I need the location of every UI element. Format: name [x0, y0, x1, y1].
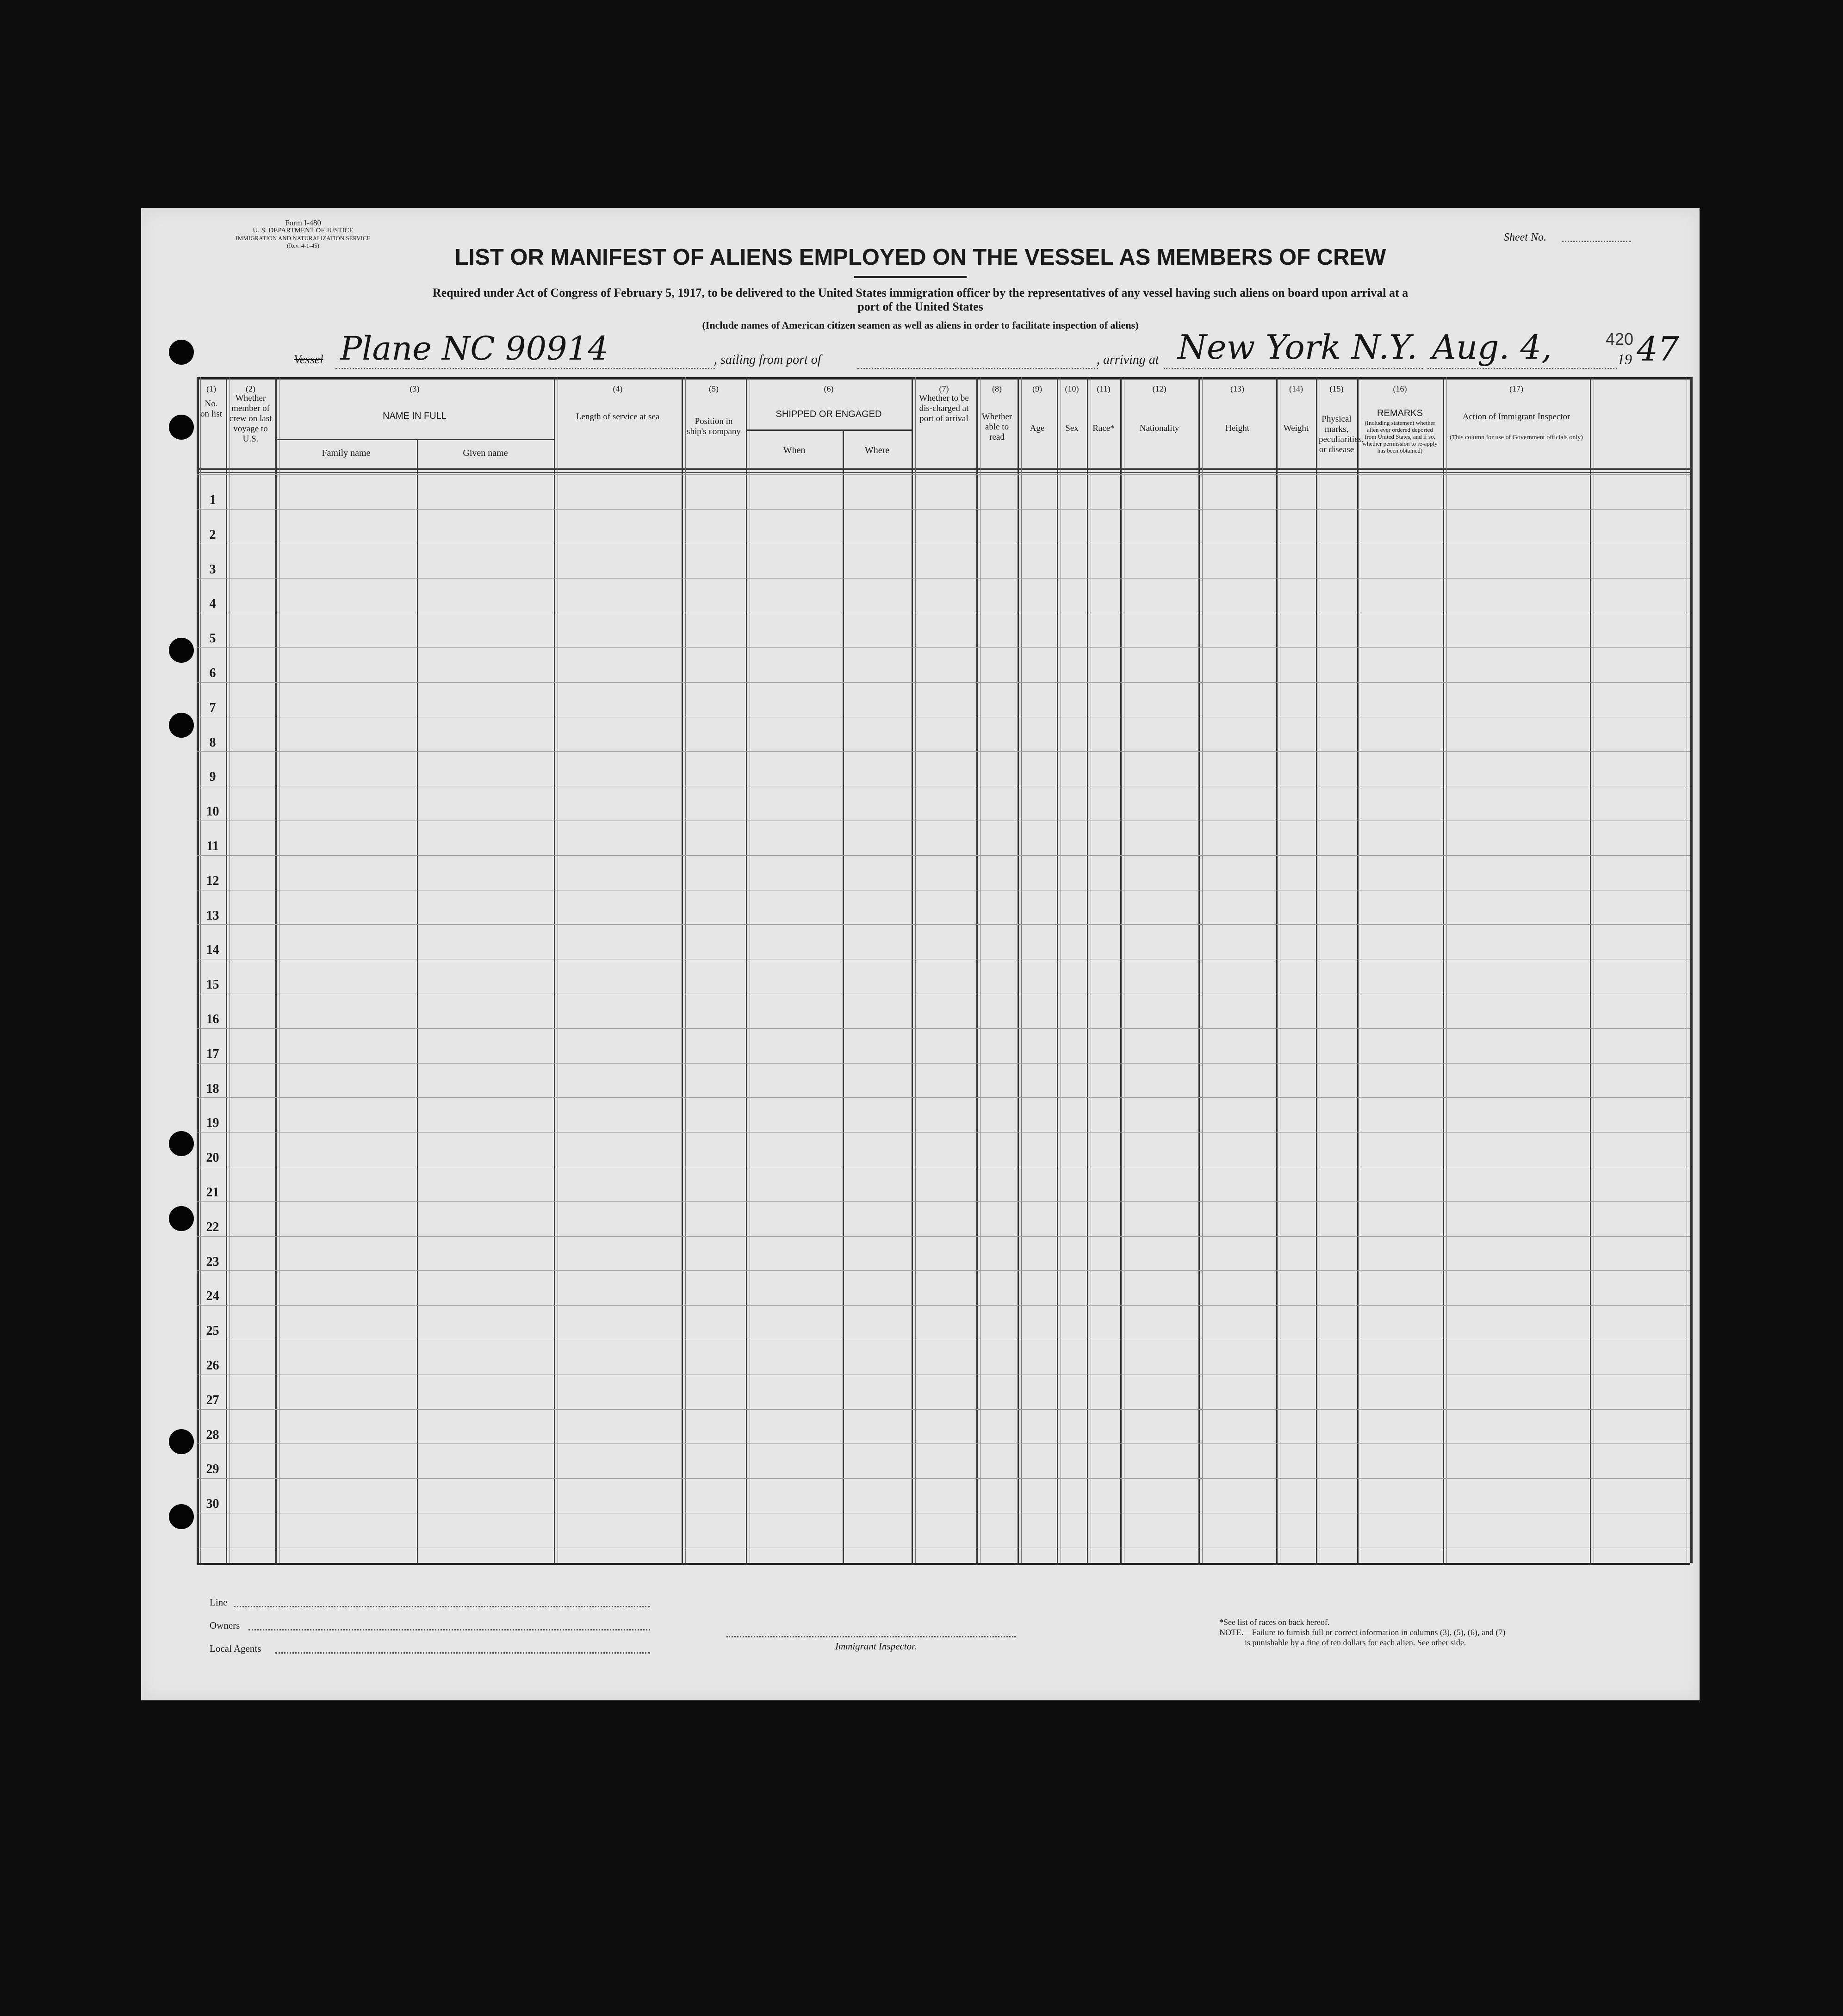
col10-num: (10) — [1065, 384, 1079, 393]
column-rule-double — [1021, 377, 1022, 1563]
table-top-border — [197, 377, 1690, 380]
table-bottom-border — [197, 1563, 1690, 1565]
column-rule — [1198, 377, 1200, 1563]
punch-hole — [169, 713, 194, 738]
row-number: 8 — [209, 735, 216, 750]
row-rule — [197, 647, 1690, 648]
col11-label: Race* — [1092, 423, 1115, 433]
form-revision: (Rev. 4-1-45) — [287, 242, 319, 249]
column-rule — [682, 377, 683, 1563]
col9-num: (9) — [1032, 384, 1042, 393]
column-rule-double — [915, 377, 916, 1563]
column-rule-double — [1202, 377, 1203, 1563]
note-races: *See list of races on back hereof. — [1219, 1618, 1330, 1627]
arriving-dotline — [1164, 368, 1423, 369]
inspector-signature-field[interactable] — [726, 1636, 1016, 1637]
column-rule — [226, 377, 227, 1563]
col9-label: Age — [1030, 423, 1045, 433]
column-rule — [1057, 377, 1058, 1563]
col7-num: (7) — [939, 384, 949, 393]
row-rule — [197, 578, 1690, 579]
stamp-number: 420 — [1606, 330, 1634, 348]
row-number: 19 — [206, 1116, 219, 1130]
row-rule — [197, 924, 1690, 925]
row-number: 1 — [209, 493, 216, 507]
col17-num: (17) — [1509, 384, 1523, 393]
col5-num: (5) — [709, 384, 719, 393]
punch-hole — [169, 1429, 194, 1454]
row-number: 11 — [206, 839, 219, 853]
line-field[interactable] — [234, 1606, 650, 1607]
department-name: U. S. DEPARTMENT OF JUSTICE — [253, 227, 354, 234]
column-rule-double — [685, 377, 686, 1563]
row-number: 25 — [206, 1324, 219, 1338]
col10-label: Sex — [1065, 423, 1079, 433]
row-number: 2 — [209, 528, 216, 542]
row-rule — [197, 1236, 1690, 1237]
form-title: LIST OR MANIFEST OF ALIENS EMPLOYED ON THE VESSEL AS MEMBERS OF CREW — [454, 245, 1386, 270]
col6-label: SHIPPED OR ENGAGED — [776, 409, 882, 419]
column-rule — [1087, 377, 1088, 1563]
column-rule — [1690, 377, 1693, 1563]
col12-label: Nationality — [1139, 423, 1179, 433]
col12-num: (12) — [1152, 384, 1167, 393]
punch-hole — [169, 415, 194, 440]
col6-num: (6) — [824, 384, 834, 393]
inspector-label: Immigrant Inspector. — [835, 1641, 917, 1652]
row-rule — [197, 1201, 1690, 1202]
row-number: 16 — [206, 1012, 219, 1027]
punch-hole — [169, 1504, 194, 1529]
punch-hole — [169, 1131, 194, 1156]
local-agents-label: Local Agents — [210, 1643, 261, 1654]
col13-num: (13) — [1230, 384, 1244, 393]
col5-label: Position in ship's company — [687, 417, 741, 436]
col13-label: Height — [1225, 423, 1249, 433]
col16-label: REMARKS — [1377, 408, 1423, 418]
row-number: 22 — [206, 1220, 219, 1234]
column-rule — [1357, 377, 1359, 1563]
row-number: 23 — [206, 1255, 219, 1269]
when-header: When — [783, 445, 806, 455]
column-rule — [1120, 377, 1122, 1563]
row-number: 20 — [206, 1151, 219, 1165]
form-subtitle-3: (Include names of American citizen seamen as well as aliens in order to facilitate inspection of aliens) — [702, 319, 1139, 331]
row-rule — [197, 1063, 1690, 1064]
row-number: 12 — [206, 874, 219, 888]
column-rule — [843, 429, 844, 1563]
shipped-subheader-rule — [746, 429, 912, 431]
arrival-date[interactable]: Aug. 4, — [1432, 328, 1552, 367]
row-number: 13 — [206, 908, 219, 923]
note-penalty-1: NOTE.—Failure to furnish full or correct information in columns (3), (5), (6), and (7) — [1219, 1628, 1506, 1637]
row-number: 27 — [206, 1393, 219, 1407]
row-rule — [197, 682, 1690, 683]
row-number: 6 — [209, 666, 216, 680]
service-name: IMMIGRATION AND NATURALIZATION SERVICE — [236, 235, 371, 242]
row-rule — [197, 1270, 1690, 1271]
row-number: 17 — [206, 1047, 219, 1061]
column-rule-double — [200, 377, 201, 1563]
col1-label: No. on list — [200, 399, 222, 419]
given-name-header: Given name — [463, 448, 508, 458]
row-rule — [197, 751, 1690, 752]
row-rule — [197, 509, 1690, 510]
row-number: 15 — [206, 977, 219, 992]
date-dotline — [1427, 368, 1617, 369]
note-penalty-2: is punishable by a fine of ten dollars for each alien. See other side. — [1245, 1638, 1466, 1647]
col4-num: (4) — [613, 384, 623, 393]
row-number: 29 — [206, 1462, 219, 1476]
line-label: Line — [210, 1597, 228, 1608]
arriving-port[interactable]: New York N.Y. — [1178, 328, 1418, 367]
col14-num: (14) — [1289, 384, 1303, 393]
col15-label: Physical marks, peculiarities, or disease — [1319, 414, 1364, 454]
local-agents-field[interactable] — [275, 1652, 650, 1654]
row-number: 30 — [206, 1497, 219, 1511]
column-rule — [197, 377, 199, 1563]
column-rule — [1276, 377, 1278, 1563]
row-number: 9 — [209, 770, 216, 784]
sailing-dotline — [857, 368, 1098, 369]
row-number: 7 — [209, 701, 216, 715]
col8-num: (8) — [992, 384, 1002, 393]
column-rule — [417, 439, 418, 1563]
arrival-year[interactable]: 47 — [1637, 330, 1679, 368]
year-prefix: 19 — [1617, 351, 1632, 367]
row-number: 26 — [206, 1358, 219, 1373]
row-number: 28 — [206, 1428, 219, 1442]
form-subtitle-2: port of the United States — [857, 300, 983, 313]
column-rule — [1443, 377, 1444, 1563]
where-header: Where — [864, 445, 890, 455]
row-rule — [197, 1305, 1690, 1306]
table-header-border — [197, 468, 1690, 470]
owners-field[interactable] — [248, 1629, 650, 1630]
column-rule — [275, 377, 277, 1563]
col11-num: (11) — [1097, 384, 1111, 393]
column-rule — [912, 377, 913, 1563]
punch-hole — [169, 1206, 194, 1231]
owners-label: Owners — [210, 1620, 240, 1631]
row-rule — [197, 1478, 1690, 1479]
row-number: 21 — [206, 1185, 219, 1200]
arriving-label: , arriving at — [1097, 353, 1159, 367]
vessel-name[interactable]: Plane NC 90914 — [340, 330, 608, 367]
row-number: 5 — [209, 631, 216, 646]
name-subheader-rule — [275, 439, 554, 440]
column-rule — [1018, 377, 1019, 1563]
col2-num: (2) — [246, 384, 255, 393]
form-subtitle-1: Required under Act of Congress of February 5, 1917, to be delivered to the United States immigration officer by the representatives of any vessel having such aliens on board upon arrival at a — [432, 286, 1409, 299]
row-number: 10 — [206, 804, 219, 819]
col3-num: (3) — [410, 384, 420, 393]
row-rule — [197, 1028, 1690, 1029]
col16-num: (16) — [1393, 384, 1407, 393]
vessel-dotline — [335, 368, 715, 369]
col17-label: Action of Immigrant Inspector — [1462, 412, 1570, 422]
row-rule — [197, 855, 1690, 856]
title-underline — [854, 276, 967, 278]
row-number: 4 — [209, 597, 216, 611]
vessel-label: Vessel — [294, 353, 323, 366]
row-number: 18 — [206, 1082, 219, 1096]
row-rule — [197, 1097, 1690, 1098]
column-rule — [746, 377, 747, 1563]
family-name-header: Family name — [322, 448, 371, 458]
col2-label: Whether member of crew on last voyage to U.S. — [229, 393, 272, 444]
col4-label: Length of service at sea — [576, 412, 660, 422]
column-rule — [554, 377, 555, 1563]
remarks-note: (Including statement whether alien ever ordered deported from United States, and if so, whether permission to re-apply has been obtained) — [1362, 419, 1438, 454]
punch-hole — [169, 340, 194, 365]
col1-num: (1) — [206, 384, 216, 393]
col3-label: NAME IN FULL — [383, 411, 447, 421]
col7-label: Whether to be dis-charged at port of arrival — [919, 393, 969, 423]
row-number: 3 — [209, 562, 216, 577]
sheet-number-field[interactable] — [1562, 241, 1631, 242]
col15-num: (15) — [1329, 384, 1344, 393]
column-rule — [1590, 377, 1591, 1563]
sheet-number-label: Sheet No. — [1504, 231, 1546, 243]
form-number: Form I-480 — [285, 218, 321, 227]
row-rule — [197, 474, 1690, 475]
table-header-border-2 — [197, 472, 1690, 473]
column-rule — [976, 377, 978, 1563]
manifest-sheet — [141, 208, 1700, 1700]
action-note: (This column for use of Government officials only) — [1450, 434, 1583, 441]
punch-hole — [169, 638, 194, 663]
sailing-label: , sailing from port of — [714, 353, 821, 367]
col8-label: Whether able to read — [981, 412, 1012, 442]
col14-label: Weight — [1283, 423, 1309, 433]
row-number: 24 — [206, 1289, 219, 1303]
column-rule — [1316, 377, 1317, 1563]
column-rule-double — [1446, 377, 1447, 1563]
row-number: 14 — [206, 943, 219, 957]
row-rule — [197, 1409, 1690, 1410]
